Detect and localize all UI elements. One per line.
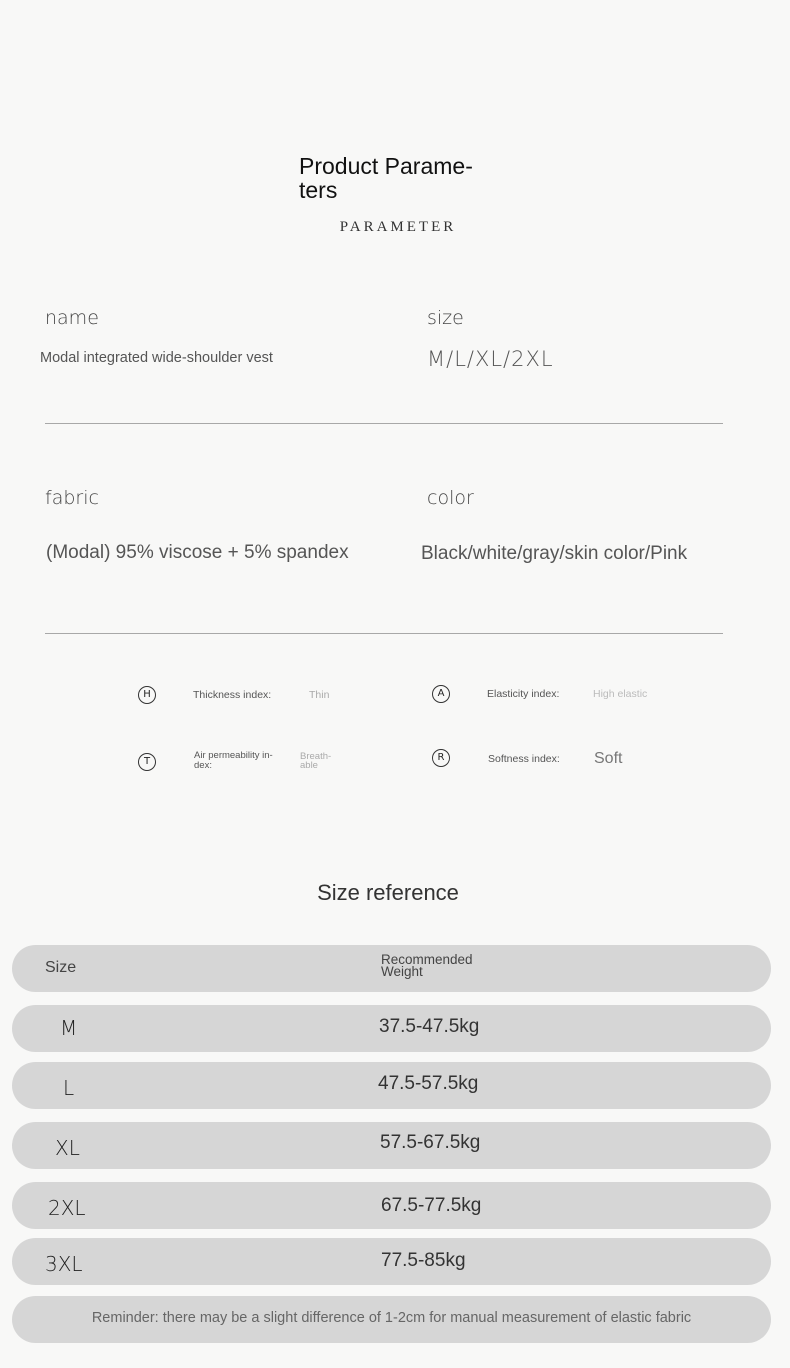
size-value: M/L/XL/2XL bbox=[427, 347, 554, 371]
thickness-label: Thickness index: bbox=[193, 689, 272, 701]
divider-2 bbox=[45, 633, 723, 634]
softness-value: Soft bbox=[594, 750, 623, 767]
table-row bbox=[12, 1182, 771, 1229]
header-size: Size bbox=[45, 959, 77, 976]
row-weight: 37.5-47.5kg bbox=[379, 1016, 480, 1037]
thickness-value: Thin bbox=[309, 689, 330, 701]
color-value: Black/white/gray/skin color/Pink bbox=[421, 543, 688, 564]
table-row bbox=[12, 1238, 771, 1285]
header-weight-line1: Recommended bbox=[381, 952, 473, 967]
name-value: Modal integrated wide-shoulder vest bbox=[40, 350, 273, 366]
row-weight: 67.5-77.5kg bbox=[381, 1195, 482, 1216]
softness-icon: R bbox=[432, 749, 450, 767]
row-size: 2XL bbox=[48, 1196, 86, 1220]
fabric-value: (Modal) 95% viscose + 5% spandex bbox=[46, 542, 349, 563]
name-label: name bbox=[45, 307, 99, 329]
air-permeability-value-line2: able bbox=[300, 760, 318, 771]
air-permeability-label bbox=[194, 751, 273, 771]
size-table-header bbox=[12, 945, 771, 992]
softness-label: Softness index: bbox=[488, 753, 560, 765]
elasticity-value: High elastic bbox=[593, 688, 648, 700]
row-size: 3XL bbox=[45, 1252, 83, 1276]
thickness-icon: H bbox=[138, 686, 156, 704]
air-permeability-icon: T bbox=[138, 753, 156, 771]
page-title bbox=[299, 154, 499, 202]
air-permeability-label-line1: Air permeability in- bbox=[194, 750, 273, 761]
fabric-label: fabric bbox=[45, 487, 99, 509]
reminder-banner bbox=[12, 1296, 771, 1343]
elasticity-label: Elasticity index: bbox=[487, 688, 560, 700]
table-row bbox=[12, 1062, 771, 1109]
page-title-line2: ters bbox=[299, 177, 338, 203]
row-weight: 77.5-85kg bbox=[381, 1250, 466, 1271]
page-subtitle: PARAMETER bbox=[339, 219, 457, 235]
air-permeability-label-line2: dex: bbox=[194, 760, 212, 771]
air-permeability-value bbox=[300, 752, 331, 770]
size-label: size bbox=[427, 307, 464, 329]
row-weight: 57.5-67.5kg bbox=[380, 1132, 481, 1153]
table-row bbox=[12, 1005, 771, 1052]
reminder-text: Reminder: there may be a slight difference of 1-2cm for manual measurement of elastic fabric bbox=[91, 1310, 692, 1326]
row-size: XL bbox=[55, 1136, 80, 1160]
row-size: M bbox=[60, 1016, 78, 1040]
size-reference-title: Size reference bbox=[317, 880, 459, 905]
table-row bbox=[12, 1122, 771, 1169]
divider-1 bbox=[45, 423, 723, 424]
header-weight-line2: Weight bbox=[381, 964, 423, 979]
elasticity-icon: A bbox=[432, 685, 450, 703]
row-size: L bbox=[63, 1076, 75, 1100]
page-title-line1: Product Parame- bbox=[299, 153, 473, 179]
row-weight: 47.5-57.5kg bbox=[378, 1073, 479, 1094]
air-permeability-value-line1: Breath- bbox=[300, 751, 332, 762]
color-label: color bbox=[427, 487, 474, 509]
header-weight bbox=[381, 954, 473, 978]
